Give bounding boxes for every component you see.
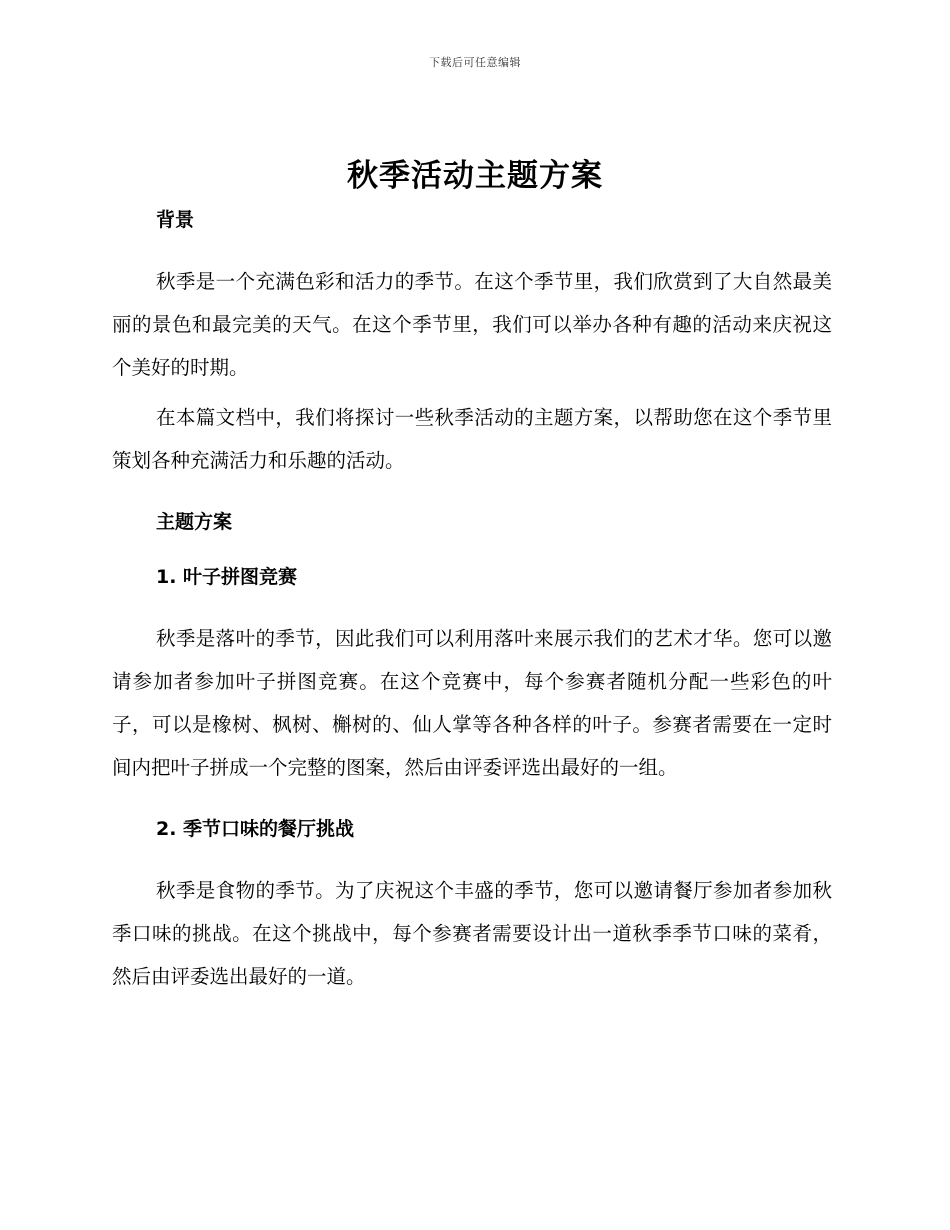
background-paragraph: 秋季是一个充满色彩和活力的季节。在这个季节里，我们欣赏到了大自然最美丽的景色和最完美的天气。在这个季节里，我们可以举办各种有趣的活动来庆祝这个美好的时期。 (112, 270, 832, 379)
background-paragraph: 在本篇文档中，我们将探讨一些秋季活动的主题方案，以帮助您在这个季节里策划各种充满活力和乐趣的活动。 (112, 406, 832, 472)
subsection-heading-restaurant-challenge: 2. 季节口味的餐厅挑战 (156, 818, 355, 840)
header-note: 下载后可任意编辑 (429, 56, 521, 69)
section-heading-themes: 主题方案 (156, 511, 233, 533)
subsection-paragraph-restaurant-challenge: 秋季是食物的季节。为了庆祝这个丰盛的季节，您可以邀请餐厅参加者参加秋季口味的挑战。在这个挑战中，每个参赛者需要设计出一道秋季季节口味的菜肴，然后由评委选出最好的一道。 (112, 879, 832, 988)
subsection-paragraph-leaf-puzzle: 秋季是落叶的季节，因此我们可以利用落叶来展示我们的艺术才华。您可以邀请参加者参加叶子拼图竞赛。在这个竞赛中，每个参赛者随机分配一些彩色的叶子，可以是橡树、枫树、槲树的、仙人掌等各种各样的叶子。参赛者需要在一定时间内把叶子拼成一个完整的图案，然后由评委评选出最好的一组。 (112, 627, 832, 779)
subsection-heading-leaf-puzzle: 1. 叶子拼图竞赛 (156, 566, 298, 588)
section-heading-background: 背景 (156, 209, 195, 231)
document-body (112, 205, 832, 998)
page-title: 秋季活动主题方案 (347, 158, 603, 194)
